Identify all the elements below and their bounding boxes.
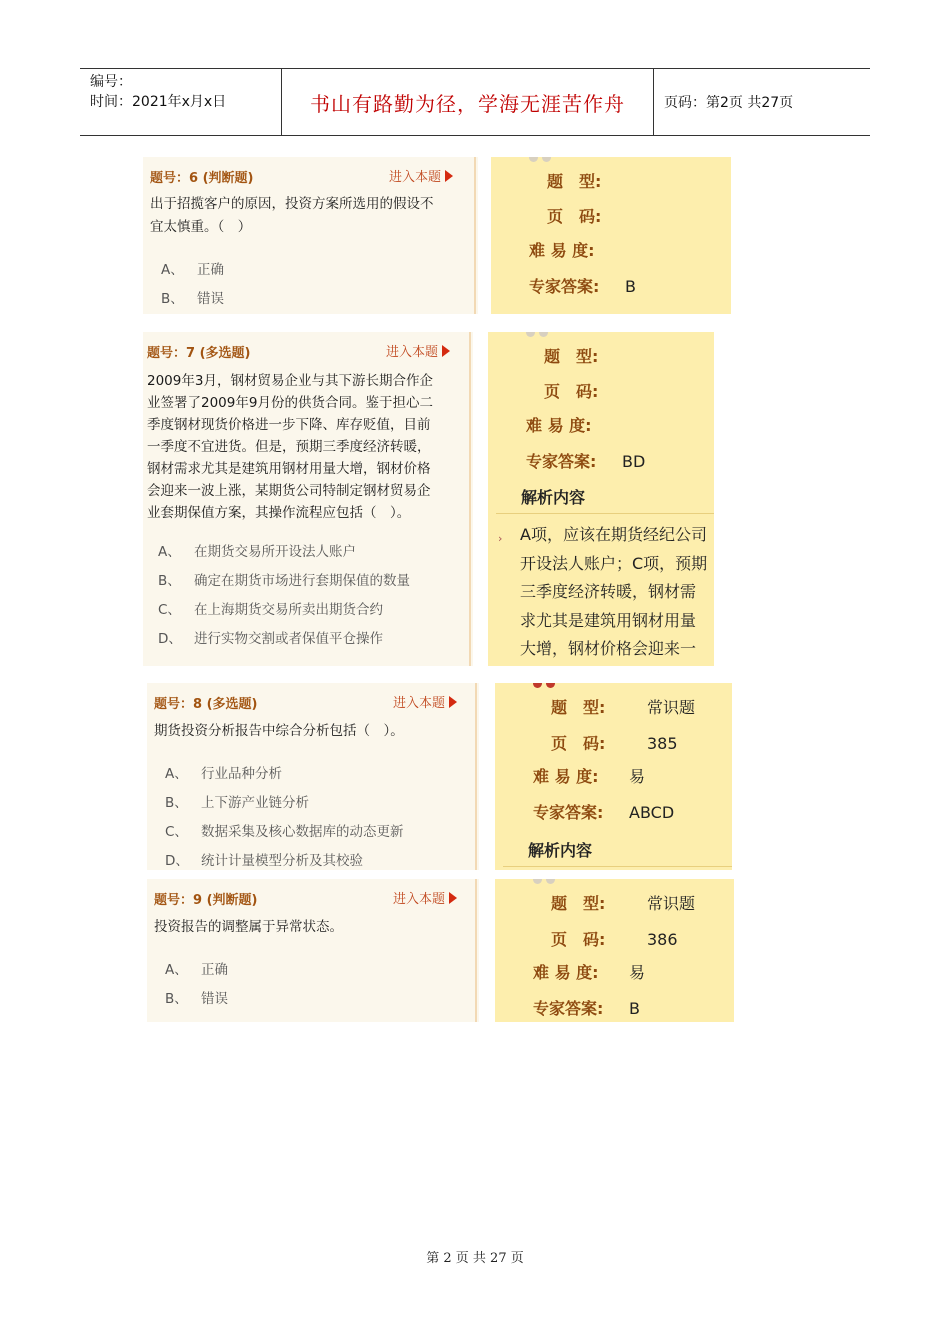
option-b[interactable] [158,569,410,589]
option-text: 进行实物交割或者保值平仓操作 [194,631,383,647]
difficulty-label: 难 易 度: [526,416,592,435]
analysis-text [520,521,707,664]
code-label: 编号： [90,74,132,90]
answer-value: ABCD [629,803,675,822]
difficulty-row [526,413,622,436]
option-a[interactable] [158,540,356,560]
page-value: 386 [647,930,678,949]
divider [474,157,476,314]
option-a[interactable] [165,762,282,782]
option-c[interactable] [165,820,404,840]
question-card-7 [143,332,473,666]
stem-line: 期货投资分析报告中综合分析包括（ ）。 [154,723,404,739]
page-row [551,927,678,950]
page-row [551,731,678,754]
enter-question-label[interactable]: 进入本题 [393,892,446,907]
question-number: 题号：8 (多选题) [154,697,258,712]
stem-line: 2009年3月，钢材贸易企业与其下游长期合作企 [147,373,433,389]
analysis-line: 大增，钢材价格会迎来一 [520,639,697,658]
option-key: B、 [158,573,181,589]
info-panel-9 [495,879,734,1022]
question-stem [147,370,433,524]
analysis-divider [496,513,714,514]
answer-label: 专家答案: [533,803,604,822]
option-key: A、 [158,544,181,560]
option-b[interactable] [165,791,309,811]
enter-question-link[interactable] [389,166,453,185]
option-text: 数据采集及核心数据库的动态更新 [201,824,404,840]
option-key: D、 [165,853,189,869]
page-label: 页 码: [551,734,606,753]
page-label: 页 码: [551,930,606,949]
type-row [547,169,643,192]
panel-dots [529,157,551,162]
difficulty-value: 易 [629,963,646,982]
difficulty-row [529,238,625,261]
question-card-6 [143,157,478,314]
panel-dots [526,332,548,337]
option-text: 行业品种分析 [201,766,282,782]
enter-question-link[interactable] [393,888,457,907]
option-a[interactable] [161,258,224,278]
page-value: 385 [647,734,678,753]
difficulty-label: 难 易 度: [529,241,595,260]
question-card-8 [147,683,479,870]
collapse-toggle-icon[interactable]: › [498,532,503,545]
option-b[interactable] [165,987,228,1007]
option-d[interactable] [165,849,363,869]
answer-value: B [625,277,636,296]
answer-value: B [629,999,640,1018]
page-row [544,379,640,402]
difficulty-row [533,960,645,983]
question-stem [154,720,404,743]
option-text: 统计计量模型分析及其校验 [201,853,363,869]
difficulty-value: 易 [629,767,646,786]
arrow-right-icon [449,696,457,708]
page-label: 页 码: [544,382,599,401]
difficulty-label: 难 易 度: [533,767,599,786]
option-a[interactable] [165,958,228,978]
divider [475,879,477,1022]
info-panel-8 [495,683,732,870]
type-label: 题 型: [551,894,606,913]
option-key: A、 [161,262,184,278]
option-b[interactable] [161,287,224,307]
info-panel-7 [488,332,714,666]
answer-label: 专家答案: [529,277,600,296]
stem-line: 会迎来一波上涨，某期货公司特制定钢材贸易企 [147,483,431,499]
difficulty-label: 难 易 度: [533,963,599,982]
analysis-line: 开设法人账户；C项，预期 [520,553,708,573]
page-info: 页码：第2页 共27页 [664,95,794,111]
type-row [551,695,695,718]
option-text: 错误 [201,991,228,1007]
option-key: C、 [165,824,188,840]
header-meta [80,69,282,135]
answer-row [533,996,640,1019]
analysis-line: 求尤其是建筑用钢材用量 [520,610,697,630]
info-panel-6 [491,157,731,314]
page-header [80,68,870,136]
question-card-9 [147,879,479,1022]
analysis-divider [503,866,732,867]
stem-line: 出于招揽客户的原因，投资方案所选用的假设不 [150,196,434,212]
enter-question-label[interactable]: 进入本题 [393,696,446,711]
stem-line: 业套期保值方案，其操作流程应包括（ ）。 [147,505,411,521]
option-key: D、 [158,631,182,647]
stem-line: 业签署了2009年9月份的供货合同。鉴于担心二 [147,395,433,411]
divider [469,332,471,666]
arrow-right-icon [449,892,457,904]
option-text: 在期货交易所开设法人账户 [194,544,356,560]
answer-row [526,449,645,472]
question-number: 题号：7 (多选题) [147,346,251,361]
stem-line: 投资报告的调整属于异常状态。 [154,919,343,935]
question-stem [154,916,343,939]
answer-value: BD [622,452,646,471]
divider [475,683,477,870]
option-key: C、 [158,602,181,618]
arrow-right-icon [442,345,450,357]
analysis-line: A项，应该在期货经纪公司 [520,525,707,544]
panel-dots [533,879,555,884]
stem-line: 钢材需求尤其是建筑用钢材用量大增，钢材价格 [147,461,431,477]
page-row [547,204,643,227]
option-text: 确定在期货市场进行套期保值的数量 [194,573,410,589]
panel-dots [533,683,555,688]
option-key: A、 [165,766,188,782]
option-text: 错误 [197,291,224,307]
enter-question-label[interactable]: 进入本题 [386,345,439,360]
enter-question-link[interactable] [386,341,450,360]
analysis-heading: 解析内容 [521,488,586,507]
stem-line: 宜太慎重。（ ） [150,218,252,235]
stem-line: 季度钢材现货价格进一步下降、库存贬值，目前 [147,417,431,433]
type-row [544,344,640,367]
question-number: 题号：9 (判断题) [154,893,258,908]
option-key: B、 [161,291,184,307]
answer-label: 专家答案: [533,999,604,1018]
option-text: 上下游产业链分析 [201,795,309,811]
enter-question-label[interactable]: 进入本题 [389,170,442,185]
question-stem [150,193,434,238]
question-number: 题号：6 (判断题) [150,171,254,186]
type-label: 题 型: [547,172,602,191]
option-key: B、 [165,795,188,811]
analysis-line: 三季度经济转暖，钢材需 [520,582,697,601]
time-line: 时间：2021年x月x日 [90,94,227,110]
analysis-heading: 解析内容 [528,841,593,860]
option-text: 正确 [197,262,224,278]
difficulty-row [533,764,645,787]
page-label: 页 码: [547,207,602,226]
motto: 书山有路勤为径，学海无涯苦作舟 [282,69,654,135]
stem-line: 一季度不宜进货。但是，预期三季度经济转暖， [147,439,431,455]
option-text: 在上海期货交易所卖出期货合约 [194,602,383,618]
option-text: 正确 [201,962,228,978]
enter-question-link[interactable] [393,692,457,711]
type-row [551,891,695,914]
answer-row [529,274,636,297]
answer-label: 专家答案: [526,452,597,471]
type-label: 题 型: [544,347,599,366]
type-value: 常识题 [647,698,696,717]
type-label: 题 型: [551,698,606,717]
option-d[interactable] [158,627,383,647]
option-key: B、 [165,991,188,1007]
arrow-right-icon [445,170,453,182]
option-key: A、 [165,962,188,978]
page-footer: 第 2 页 共 27 页 [426,1251,524,1266]
answer-row [533,800,674,823]
option-c[interactable] [158,598,383,618]
type-value: 常识题 [647,894,696,913]
